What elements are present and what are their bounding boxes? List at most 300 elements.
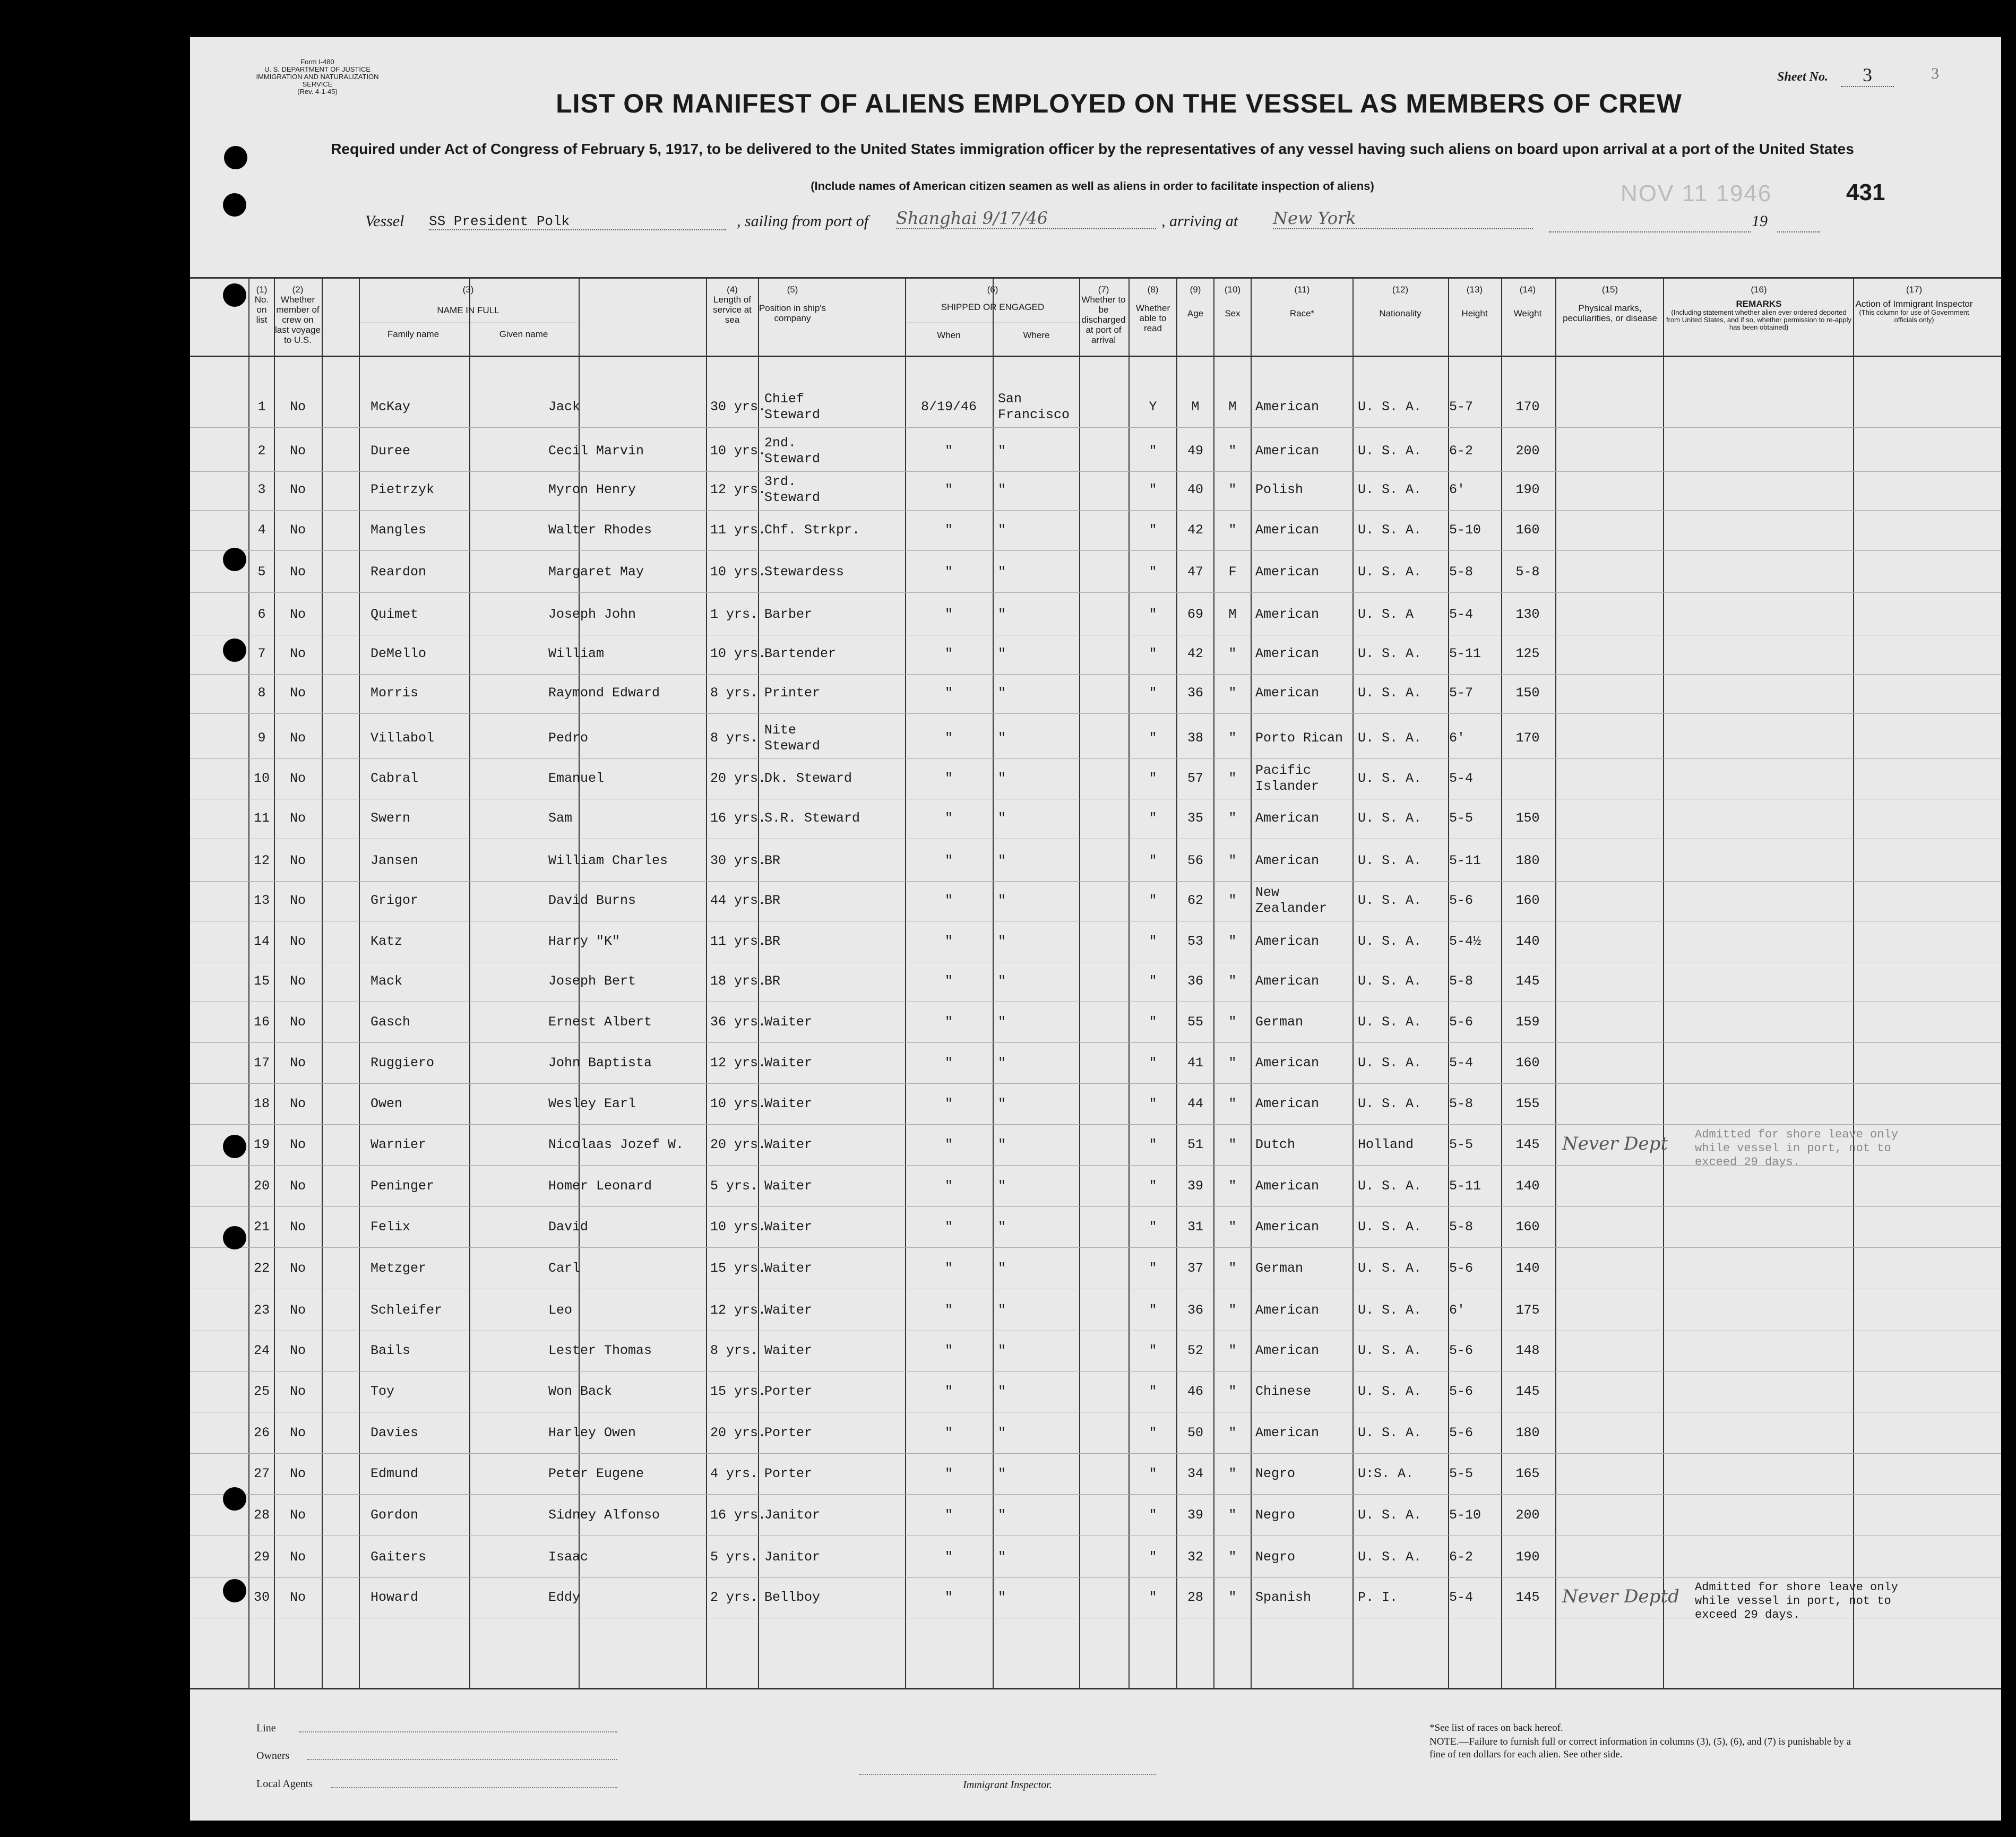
service-length: 5 yrs.: [710, 1178, 759, 1194]
prev-voyage: No: [289, 607, 306, 622]
prev-voyage: No: [289, 482, 306, 497]
position: Janitor: [764, 1549, 821, 1565]
prev-voyage: No: [289, 1549, 306, 1565]
date-stamp: NOV 11 1946: [1621, 180, 1772, 206]
sex: ": [1228, 522, 1237, 538]
races-note: *See list of races on back hereof.: [1429, 1722, 1563, 1733]
sex: ": [1228, 1303, 1237, 1318]
punch-hole: [224, 146, 247, 169]
race: American: [1255, 973, 1320, 989]
able-to-read: ": [1149, 853, 1157, 868]
column-rule: [359, 279, 360, 1688]
prev-voyage: No: [289, 1507, 306, 1523]
position: Waiter: [764, 1219, 813, 1235]
race: American: [1255, 443, 1320, 459]
col3-family-header: Family name: [387, 329, 440, 339]
service-length: 10 yrs.: [710, 1219, 766, 1235]
race: American: [1255, 564, 1320, 580]
row-rule: [190, 1577, 2001, 1578]
race: Pacific Islander: [1255, 763, 1320, 794]
service-length: 5 yrs.: [710, 1549, 759, 1565]
service-length: 18 yrs.: [710, 973, 766, 989]
shipped-when: ": [944, 1343, 953, 1358]
age: 56: [1187, 853, 1203, 868]
row-rule: [190, 1124, 2001, 1125]
age: 36: [1187, 685, 1203, 701]
family-name: Morris: [371, 685, 419, 701]
service: IMMIGRATION AND NATURALIZATION SERVICE: [256, 73, 379, 88]
able-to-read: ": [1149, 1303, 1157, 1318]
row-rule: [190, 1247, 2001, 1248]
position: Janitor: [764, 1507, 821, 1523]
shipped-when: ": [944, 1466, 953, 1481]
row-number: 29: [253, 1549, 270, 1565]
col13-header: (13) Height: [1461, 284, 1488, 318]
family-name: Katz: [371, 934, 403, 949]
weight: 165: [1515, 1466, 1540, 1481]
able-to-read: ": [1149, 1219, 1157, 1235]
given-name: Emanuel: [548, 771, 605, 786]
arriving-label: , arriving at: [1161, 212, 1238, 230]
sex: ": [1228, 771, 1237, 786]
age: M: [1191, 399, 1200, 415]
able-to-read: ": [1149, 1384, 1157, 1399]
height: 5-6: [1449, 1384, 1474, 1399]
shipped-where: ": [998, 810, 1006, 826]
row-number: 14: [253, 934, 270, 949]
race: American: [1255, 1096, 1320, 1111]
given-name: David Burns: [548, 893, 636, 908]
nationality: P. I.: [1358, 1590, 1398, 1605]
row-number: 15: [253, 973, 270, 989]
sex: F: [1228, 564, 1237, 580]
row-rule: [190, 1206, 2001, 1207]
col2-header: (2) Whether member of crew on last voyage to U.S.: [275, 284, 321, 345]
position: 3rd. Steward: [764, 474, 821, 505]
shipped-when: ": [944, 1096, 953, 1111]
position: Bartender: [764, 646, 837, 661]
given-name: Sam: [548, 810, 573, 826]
able-to-read: ": [1149, 1549, 1157, 1565]
row-number: 24: [253, 1343, 270, 1358]
subtitle: Required under Act of Congress of February 5, 1917, to be delivered to the United States immigration officer by the representatives of any vessel having such aliens on board upon arrival at a port of the United States: [331, 141, 1854, 157]
able-to-read: ": [1149, 1096, 1157, 1111]
race: American: [1255, 399, 1320, 415]
given-name: David: [548, 1219, 589, 1235]
weight: 170: [1515, 730, 1540, 746]
weight: 190: [1515, 482, 1540, 497]
position: 2nd. Steward: [764, 435, 821, 467]
able-to-read: ": [1149, 1055, 1157, 1071]
nationality: Holland: [1358, 1137, 1414, 1152]
able-to-read: ": [1149, 1343, 1157, 1358]
shipped-when: ": [944, 1425, 953, 1441]
nationality: U. S. A.: [1358, 564, 1422, 580]
given-name: Myron Henry: [548, 482, 636, 497]
arrival-date-line: [1549, 212, 1751, 232]
position: Barber: [764, 607, 813, 622]
weight: 155: [1515, 1096, 1540, 1111]
height: 5-7: [1449, 399, 1474, 415]
race: American: [1255, 810, 1320, 826]
age: 35: [1187, 810, 1203, 826]
sex: ": [1228, 853, 1237, 868]
row-rule: [190, 471, 2001, 472]
race: American: [1255, 1219, 1320, 1235]
given-name: William Charles: [548, 853, 668, 868]
able-to-read: ": [1149, 443, 1157, 459]
able-to-read: ": [1149, 730, 1157, 746]
family-name: Warnier: [371, 1137, 427, 1152]
nationality: U. S. A.: [1358, 1507, 1422, 1523]
col3-given-header: Given name: [499, 329, 548, 339]
age: 42: [1187, 522, 1203, 538]
shipped-when: ": [944, 853, 953, 868]
position: BR: [764, 973, 781, 989]
able-to-read: ": [1149, 1425, 1157, 1441]
shipped-when: ": [944, 482, 953, 497]
penalty-note: NOTE.—Failure to furnish full or correct information in columns (3), (5), (6), and (7) is punishable by a fine of ten dollars for each alien. See other side.: [1429, 1736, 1851, 1760]
service-length: 11 yrs.: [710, 522, 766, 538]
service-length: 12 yrs.: [710, 1303, 766, 1318]
row-rule: [190, 550, 2001, 551]
sex: ": [1228, 973, 1237, 989]
able-to-read: ": [1149, 1014, 1157, 1030]
service-length: 2 yrs.: [710, 1590, 759, 1605]
row-number: 1: [257, 399, 266, 415]
nationality: U. S. A.: [1358, 522, 1422, 538]
service-length: 30 yrs.: [710, 399, 766, 415]
footer-agents-field: [331, 1787, 617, 1788]
nationality: U. S. A.: [1358, 1219, 1422, 1235]
height: 5-6: [1449, 1425, 1474, 1441]
height: 5-6: [1449, 1014, 1474, 1030]
age: 55: [1187, 1014, 1203, 1030]
race: Negro: [1255, 1549, 1296, 1565]
height: 6': [1449, 1303, 1466, 1318]
position: S.R. Steward: [764, 810, 860, 826]
able-to-read: ": [1149, 564, 1157, 580]
prev-voyage: No: [289, 1384, 306, 1399]
height: 5-11: [1449, 646, 1481, 661]
shipped-where: ": [998, 522, 1006, 538]
row-number: 17: [253, 1055, 270, 1071]
column-rule: [1853, 279, 1854, 1688]
given-name: William: [548, 646, 605, 661]
position: Chief Steward: [764, 391, 821, 422]
race: Spanish: [1255, 1590, 1312, 1605]
height: 5-6: [1449, 1343, 1474, 1358]
nationality: U. S. A.: [1358, 1178, 1422, 1194]
sex: ": [1228, 646, 1237, 661]
punch-hole: [223, 1579, 246, 1602]
prev-voyage: No: [289, 934, 306, 949]
able-to-read: ": [1149, 1466, 1157, 1481]
age: 28: [1187, 1590, 1203, 1605]
row-number: 12: [253, 853, 270, 868]
weight: 125: [1515, 646, 1540, 661]
prev-voyage: No: [289, 1590, 306, 1605]
row-rule: [190, 674, 2001, 675]
height: 5-8: [1449, 1219, 1474, 1235]
row-number: 25: [253, 1384, 270, 1399]
family-name: Gordon: [371, 1507, 419, 1523]
service-length: 8 yrs.: [710, 730, 759, 746]
given-name: Sidney Alfonso: [548, 1507, 660, 1523]
height: 6-2: [1449, 1549, 1474, 1565]
inspector-signature-line: [859, 1774, 1156, 1775]
shipped-where: ": [998, 564, 1006, 580]
sex: ": [1228, 934, 1237, 949]
nationality: U. S. A.: [1358, 443, 1422, 459]
service-length: 15 yrs.: [710, 1261, 766, 1276]
shipped-where: ": [998, 1178, 1006, 1194]
race: New Zealander: [1255, 885, 1328, 916]
position: Waiter: [764, 1096, 813, 1111]
weight: 130: [1515, 607, 1540, 622]
row-rule: [190, 713, 2001, 714]
sheet-number: 3: [1841, 64, 1894, 87]
row-number: 27: [253, 1466, 270, 1481]
sex: ": [1228, 893, 1237, 908]
family-name: Quimet: [371, 607, 419, 622]
race: American: [1255, 522, 1320, 538]
prev-voyage: No: [289, 1466, 306, 1481]
inspector-handwriting: Never Deptd: [1562, 1586, 1679, 1607]
row-number: 5: [257, 564, 266, 580]
nationality: U. S. A: [1358, 607, 1414, 622]
weight: 140: [1515, 1178, 1540, 1194]
height: 5-4: [1449, 607, 1474, 622]
footer-owners-field: [307, 1759, 617, 1760]
race: Polish: [1255, 482, 1304, 497]
punch-hole: [223, 548, 246, 571]
height: 5-5: [1449, 1137, 1474, 1152]
shipped-where: ": [998, 730, 1006, 746]
given-name: John Baptista: [548, 1055, 652, 1071]
row-number: 21: [253, 1219, 270, 1235]
position: BR: [764, 934, 781, 949]
age: 49: [1187, 443, 1203, 459]
sex: ": [1228, 1014, 1237, 1030]
punch-hole: [223, 283, 246, 307]
shipped-where: ": [998, 934, 1006, 949]
height: 5-11: [1449, 1178, 1481, 1194]
prev-voyage: No: [289, 646, 306, 661]
position: Waiter: [764, 1261, 813, 1276]
prev-voyage: No: [289, 1055, 306, 1071]
race: American: [1255, 1303, 1320, 1318]
age: 36: [1187, 1303, 1203, 1318]
nationality: U. S. A.: [1358, 1014, 1422, 1030]
family-name: Metzger: [371, 1261, 427, 1276]
nationality: U. S. A.: [1358, 1425, 1422, 1441]
nationality: U. S. A.: [1358, 685, 1422, 701]
weight: 148: [1515, 1343, 1540, 1358]
nationality: U. S. A.: [1358, 1549, 1422, 1565]
footer-owners-label: Owners: [256, 1750, 290, 1762]
able-to-read: ": [1149, 1178, 1157, 1194]
shipped-where: ": [998, 1303, 1006, 1318]
shipped-when: ": [944, 646, 953, 661]
service-length: 16 yrs.: [710, 1507, 766, 1523]
race: American: [1255, 685, 1320, 701]
prev-voyage: No: [289, 522, 306, 538]
able-to-read: ": [1149, 934, 1157, 949]
given-name: Wesley Earl: [548, 1096, 636, 1111]
service-length: 10 yrs.: [710, 1096, 766, 1111]
family-name: Howard: [371, 1590, 419, 1605]
family-name: Felix: [371, 1219, 411, 1235]
age: 40: [1187, 482, 1203, 497]
shipped-where: ": [998, 685, 1006, 701]
shipped-where: ": [998, 1014, 1006, 1030]
prev-voyage: No: [289, 1137, 306, 1152]
position: Bellboy: [764, 1590, 821, 1605]
height: 5-7: [1449, 685, 1474, 701]
sex: ": [1228, 1055, 1237, 1071]
col4-header: (4) Length of service at sea: [713, 284, 752, 325]
age: 57: [1187, 771, 1203, 786]
col9-header: (9) Age: [1187, 284, 1204, 318]
shipped-when: ": [944, 893, 953, 908]
shipped-when: ": [944, 1549, 953, 1565]
column-rule: [1251, 279, 1252, 1688]
family-name: Owen: [371, 1096, 403, 1111]
nationality: U. S. A.: [1358, 730, 1422, 746]
race: American: [1255, 1178, 1320, 1194]
shipped-where: San Francisco: [998, 391, 1070, 422]
table-top-rule: [190, 277, 2001, 279]
row-number: 7: [257, 646, 266, 661]
weight: 150: [1515, 685, 1540, 701]
weight: 140: [1515, 934, 1540, 949]
sex: ": [1228, 482, 1237, 497]
shipped-when: 8/19/46: [920, 399, 977, 415]
family-name: Edmund: [371, 1466, 419, 1481]
race: Dutch: [1255, 1137, 1296, 1152]
family-name: Mangles: [371, 522, 427, 538]
given-name: Ernest Albert: [548, 1014, 652, 1030]
family-name: Pietrzyk: [371, 482, 435, 497]
age: 52: [1187, 1343, 1203, 1358]
service-length: 8 yrs.: [710, 1343, 759, 1358]
shipped-when: ": [944, 607, 953, 622]
col6-when-header: When: [937, 330, 961, 340]
family-name: Gaiters: [371, 1549, 427, 1565]
family-name: Gasch: [371, 1014, 411, 1030]
shipped-where: ": [998, 1425, 1006, 1441]
col17-header: (17) Action of Immigrant Inspector (This column for use of Government officials only): [1855, 284, 1973, 324]
column-rule: [1663, 279, 1664, 1688]
weight: 159: [1515, 1014, 1540, 1030]
race: German: [1255, 1261, 1304, 1276]
shipped-where: ": [998, 607, 1006, 622]
row-rule: [190, 1494, 2001, 1495]
able-to-read: Y: [1149, 399, 1157, 415]
position: Chf. Strkpr.: [764, 522, 860, 538]
shipped-when: ": [944, 564, 953, 580]
position: Waiter: [764, 1055, 813, 1071]
age: 41: [1187, 1055, 1203, 1071]
inspector-handwriting: Never Dept: [1562, 1133, 1668, 1154]
race: Porto Rican: [1255, 730, 1343, 746]
prev-voyage: No: [289, 1014, 306, 1030]
shipped-where: ": [998, 1384, 1006, 1399]
col8-header: (8) Whether able to read: [1135, 284, 1170, 333]
row-rule: [190, 1453, 2001, 1454]
height: 5-8: [1449, 1096, 1474, 1111]
vessel-name: SS President Polk: [429, 213, 726, 230]
able-to-read: ": [1149, 646, 1157, 661]
able-to-read: ": [1149, 1261, 1157, 1276]
shipped-when: ": [944, 1261, 953, 1276]
prev-voyage: No: [289, 1425, 306, 1441]
age: 47: [1187, 564, 1203, 580]
punch-hole: [223, 1135, 246, 1158]
able-to-read: ": [1149, 810, 1157, 826]
nationality: U. S. A.: [1358, 893, 1422, 908]
service-length: 10 yrs.: [710, 564, 766, 580]
sex: ": [1228, 730, 1237, 746]
sex: ": [1228, 1590, 1237, 1605]
age: 39: [1187, 1178, 1203, 1194]
family-name: Reardon: [371, 564, 427, 580]
age: 32: [1187, 1549, 1203, 1565]
service-length: 4 yrs.: [710, 1466, 759, 1481]
serial-number: 431: [1846, 179, 1885, 205]
family-name: Grigor: [371, 893, 419, 908]
sheet-label: Sheet No.: [1777, 70, 1828, 84]
col12-header: (12) Nationality: [1379, 284, 1421, 318]
shipped-where: ": [998, 771, 1006, 786]
position: Dk. Steward: [764, 771, 852, 786]
row-number: 26: [253, 1425, 270, 1441]
position: Porter: [764, 1466, 813, 1481]
race: Negro: [1255, 1507, 1296, 1523]
year-line: [1777, 212, 1820, 232]
column-rule: [248, 279, 249, 1688]
row-number: 30: [253, 1590, 270, 1605]
punch-hole: [223, 1487, 246, 1511]
race: American: [1255, 853, 1320, 868]
service-length: 12 yrs.: [710, 1055, 766, 1071]
shipped-where: ": [998, 1096, 1006, 1111]
service-length: 10 yrs.: [710, 646, 766, 661]
height: 5-4: [1449, 1590, 1474, 1605]
able-to-read: ": [1149, 1137, 1157, 1152]
race: Negro: [1255, 1466, 1296, 1481]
col7-header: (7) Whether to be discharged at port of arrival: [1081, 284, 1126, 345]
nationality: U. S. A.: [1358, 646, 1422, 661]
service-length: 16 yrs.: [710, 810, 766, 826]
given-name: Isaac: [548, 1549, 589, 1565]
row-rule: [190, 427, 2001, 428]
nationality: U. S. A.: [1358, 1055, 1422, 1071]
given-name: Carl: [548, 1261, 581, 1276]
shipped-where: ": [998, 646, 1006, 661]
footer-line-label: Line: [256, 1722, 276, 1734]
row-rule: [190, 758, 2001, 759]
sex: ": [1228, 1219, 1237, 1235]
row-number: 19: [253, 1137, 270, 1152]
service-length: 11 yrs.: [710, 934, 766, 949]
age: 38: [1187, 730, 1203, 746]
position: Waiter: [764, 1303, 813, 1318]
weight: 180: [1515, 853, 1540, 868]
sheet-margin-number: 3: [1931, 65, 1939, 82]
weight: 150: [1515, 810, 1540, 826]
